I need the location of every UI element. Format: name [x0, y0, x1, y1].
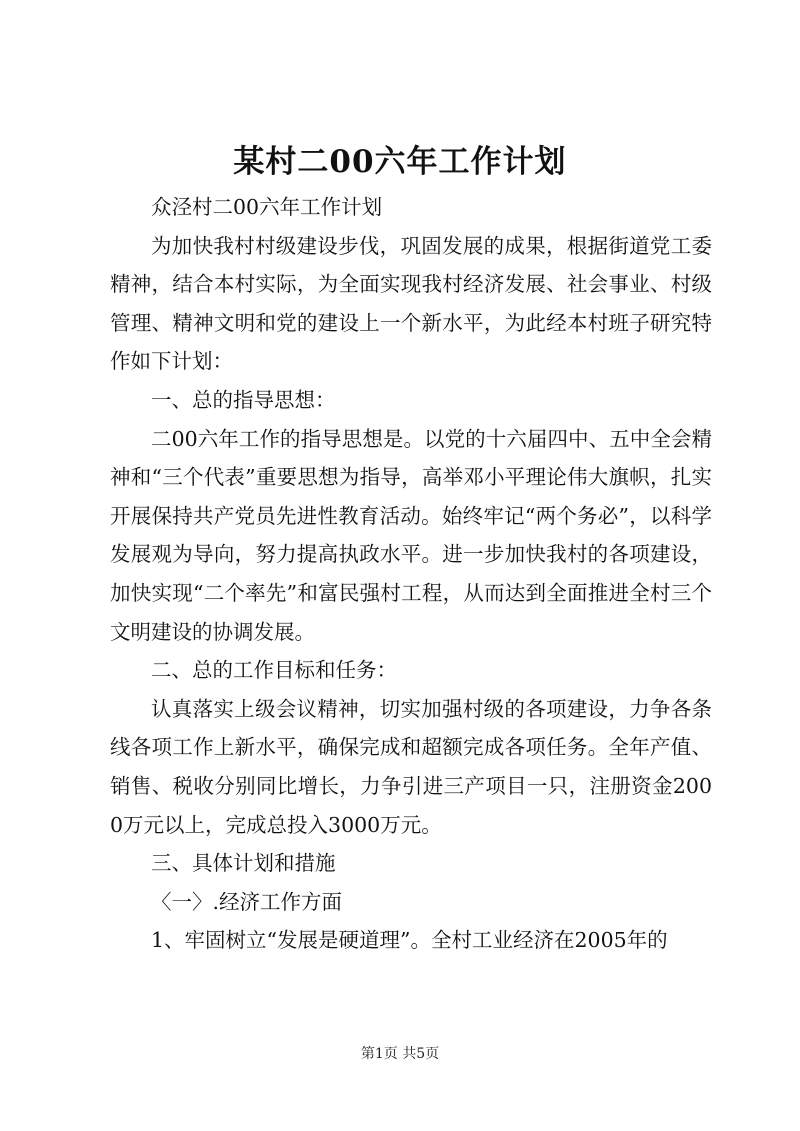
document-title: 某村二00六年工作计划	[233, 144, 567, 180]
paragraph: 众泾村二00六年工作计划	[151, 195, 383, 219]
section-heading: 三、具体计划和措施	[151, 851, 336, 876]
paragraph: 1、牢固树立“发展是硬道理”。全村工业经济在2005年的	[151, 928, 668, 953]
section-heading: 一、总的指导思想：	[151, 387, 336, 412]
paragraph: 为加快我村村级建设步伐，巩固发展的成果，根据街道党工委精神，结合本村实际，为全面实现我村经济发展、社会事业、村级管理、精神文明和党的建设上一个新水平，为此经本村班子研究特作如下计划：	[110, 233, 712, 374]
page-footer: 第1页 共5页	[360, 1046, 440, 1062]
document-body	[110, 188, 712, 960]
paragraph: 二00六年工作的指导思想是。以党的十六届四中、五中全会精神和“三个代表”重要思想为指导，高举邓小平理论伟大旗帜，扎实开展保持共产党员先进性教育活动。始终牢记“两个务必”，以科学发展观为导向，努力提高执政水平。进一步加快我村的各项建设，加快实现“二个率先”和富民强村工程，从而达到全面推进全村三个文明建设的协调发展。	[110, 426, 712, 644]
subsection-heading: 〈一〉.经济工作方面	[151, 889, 343, 914]
section-heading: 二、总的工作目标和任务：	[151, 658, 397, 683]
paragraph: 认真落实上级会议精神，切实加强村级的各项建设，力争各条线各项工作上新水平，确保完成和超额完成各项任务。全年产值、销售、税收分别同比增长，力争引进三产项目一只，注册资金2000万元以上，完成总投入3000万元。	[110, 696, 712, 837]
